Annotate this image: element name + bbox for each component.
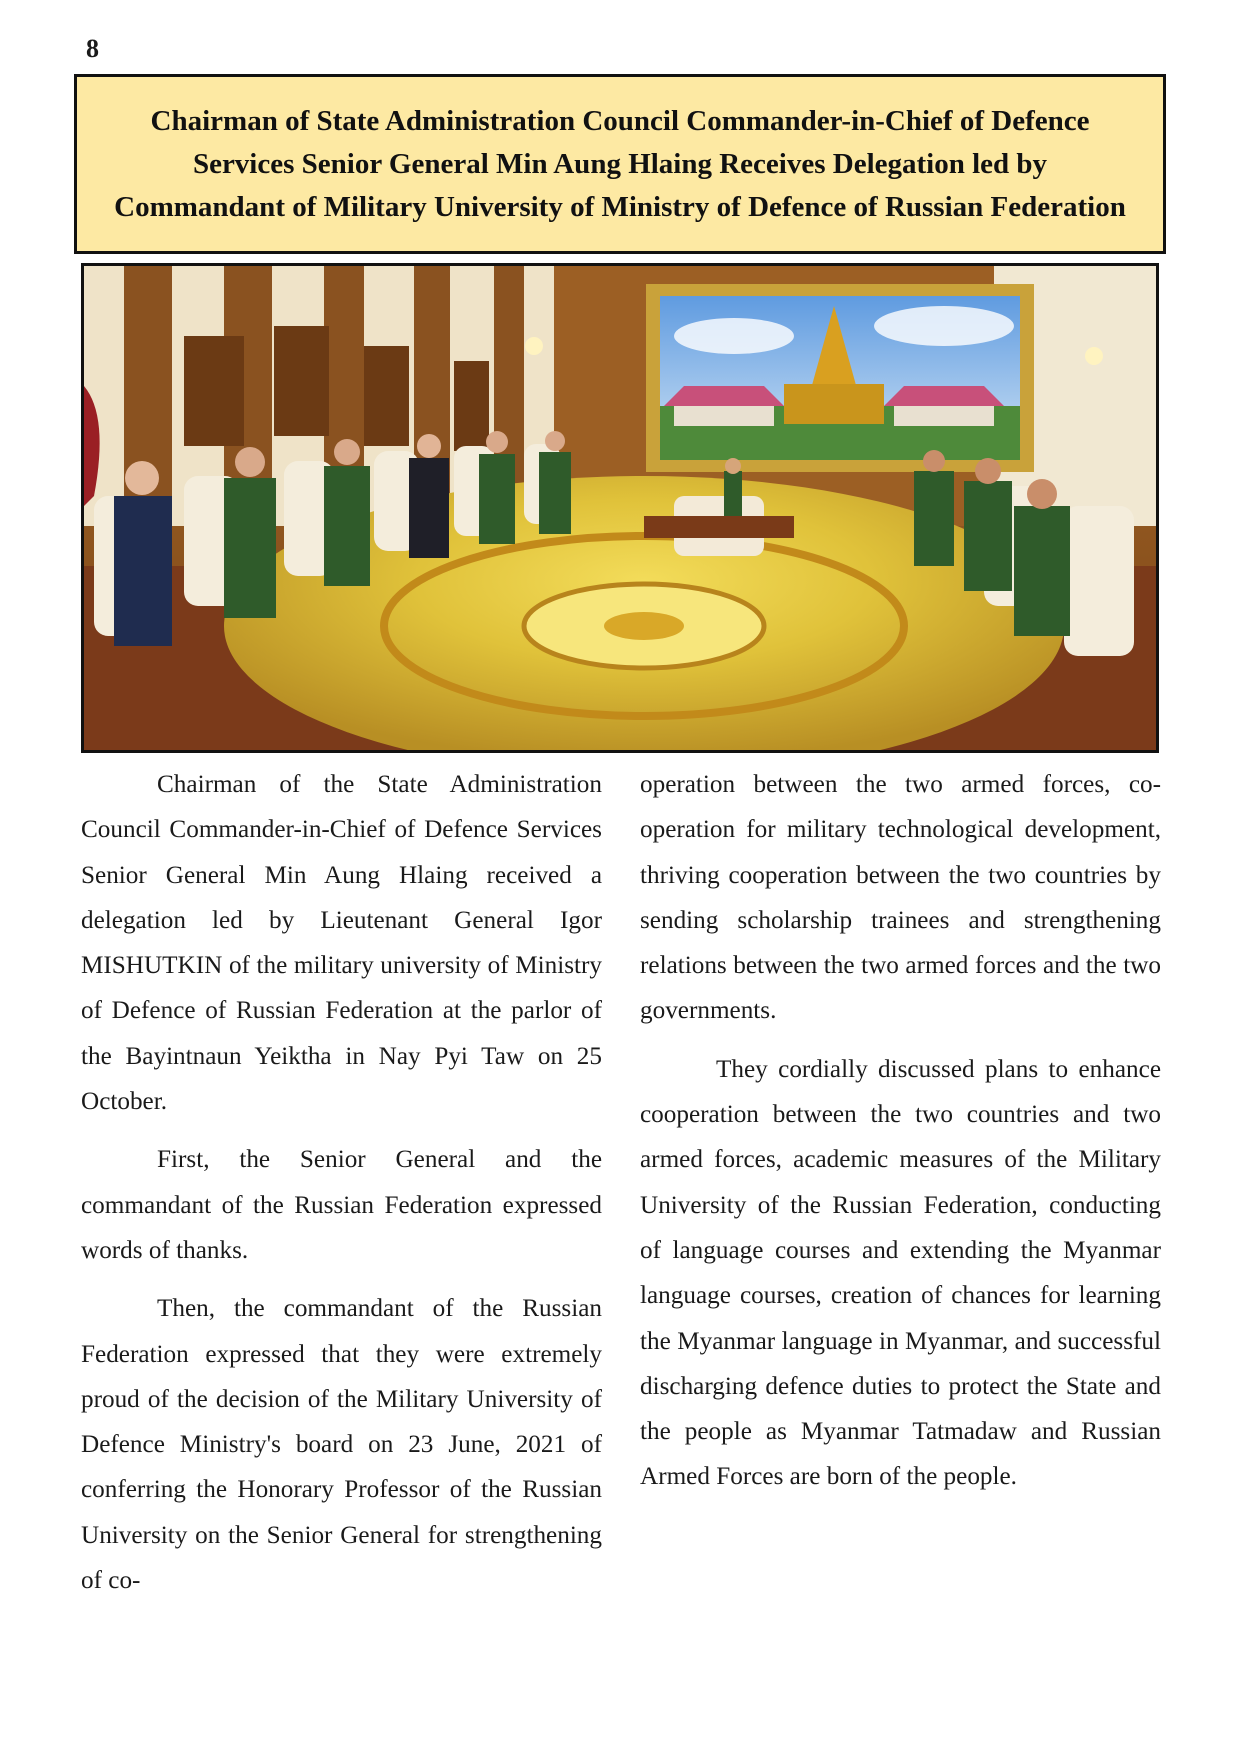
article-left-column	[81, 762, 602, 1616]
paragraph-discussion: They cordially discussed plans to enhance cooperation between the two countries and two armed forces, academic measures of the Military University of the Russian Federation, conducting of language courses and extending the Myanmar language courses, creation of chances for learning the Myanmar language in Myanmar, and successful discharging defence duties to protect the State and the people as Myanmar Tatmadaw and Russian Armed Forces are born of the people.	[640, 1055, 1161, 1491]
paragraph-honorary-professor: Then, the commandant of the Russian Federation expressed that they were extremely proud of the decision of the Military University of Defence Ministry's board on 23 June, 2021 of conferring the Honorary Professor of the Russian University on the Senior General for strengthening of co-	[81, 1295, 602, 1595]
paragraph-intro: Chairman of the State Administration Council Commander-in-Chief of Defence Services Senior General Min Aung Hlaing received a delegation led by Lieutenant General Igor MISHUTKIN of the military university of Ministry of Defence of Russian Federation at the parlor of the Bayintnaun Yeiktha in Nay Pyi Taw on 25 October.	[81, 771, 602, 1116]
headline: Chairman of State Administration Council Commander-in-Chief of Defence Services Senior General Min Aung Hlaing Receives Delegation led by Commandant of Military University of Ministry of Defence of Russian Federation	[114, 104, 1126, 223]
paragraph-continued: operation between the two armed forces, cooperation for military technological development, thriving cooperation between the two countries by sending scholarship trainees and strengthening relations between the two armed forces and the two governments.	[640, 771, 1161, 1025]
page-number: 8	[86, 34, 99, 63]
meeting-room-illustration	[84, 266, 1156, 750]
meeting-room-photo	[81, 263, 1159, 753]
paragraph-thanks: First, the Senior General and the commandant of the Russian Federation expressed words of thanks.	[81, 1146, 602, 1264]
headline-banner	[74, 74, 1166, 254]
article-right-column	[640, 762, 1161, 1513]
